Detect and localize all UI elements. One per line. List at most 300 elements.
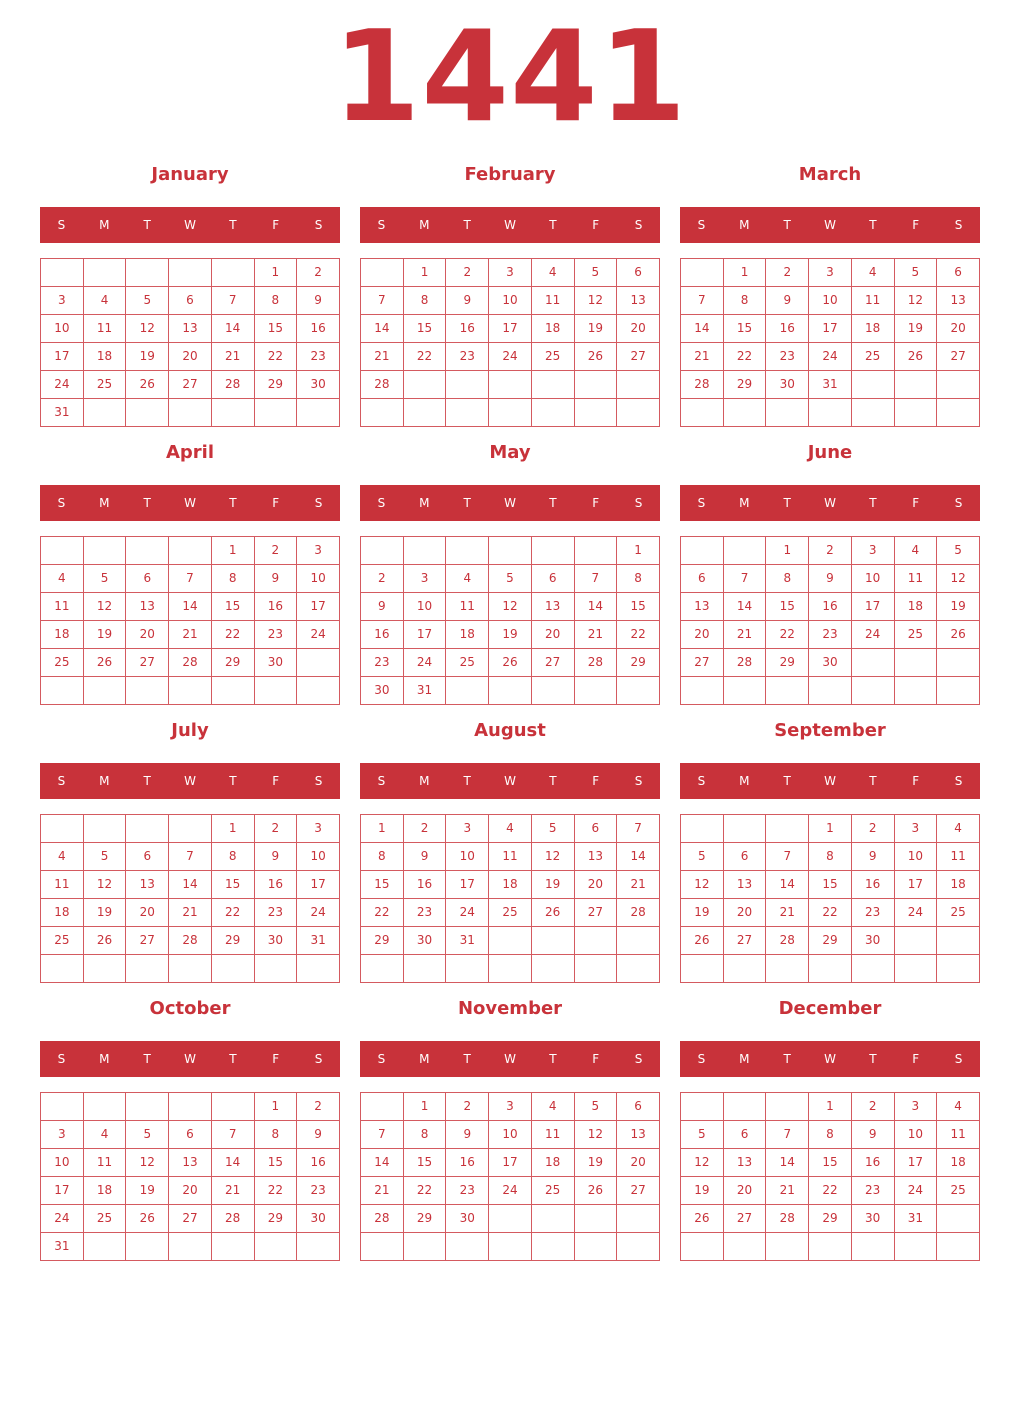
empty-day-cell: [83, 399, 126, 427]
weekday-label: T: [229, 774, 237, 788]
day-cell: 9: [361, 593, 404, 621]
week-row: [681, 815, 980, 843]
day-cell: 2: [297, 259, 340, 287]
day-cell: 2: [361, 565, 404, 593]
day-cell: 6: [681, 565, 724, 593]
day-cell: 3: [41, 287, 84, 315]
day-grid: [40, 814, 340, 983]
week-row: [41, 565, 340, 593]
day-cell: 17: [403, 621, 446, 649]
day-cell: 18: [446, 621, 489, 649]
empty-day-cell: [254, 399, 297, 427]
day-cell: 30: [254, 649, 297, 677]
day-cell: 9: [851, 843, 894, 871]
day-cell: 16: [403, 871, 446, 899]
weekday-label: S: [57, 1052, 66, 1066]
week-row: [361, 927, 660, 955]
day-cell: 13: [169, 315, 212, 343]
day-cell: 17: [851, 593, 894, 621]
weekday-label: S: [697, 774, 706, 788]
empty-day-cell: [489, 399, 532, 427]
day-cell: 9: [297, 287, 340, 315]
day-cell: 28: [211, 371, 254, 399]
day-cell: 7: [169, 843, 212, 871]
day-cell: 20: [126, 621, 169, 649]
week-row: [41, 371, 340, 399]
day-cell: 17: [894, 1149, 937, 1177]
day-cell: 10: [41, 1149, 84, 1177]
empty-day-cell: [211, 1093, 254, 1121]
day-cell: 2: [446, 1093, 489, 1121]
weekday-label: W: [184, 496, 196, 510]
day-cell: 3: [809, 259, 852, 287]
weekday-label: T: [869, 496, 877, 510]
day-cell: 5: [489, 565, 532, 593]
day-grid: [40, 536, 340, 705]
weekday-label: F: [272, 1052, 280, 1066]
week-row: [41, 287, 340, 315]
day-cell: 17: [894, 871, 937, 899]
day-cell: 23: [254, 899, 297, 927]
empty-day-cell: [681, 537, 724, 565]
day-cell: 20: [937, 315, 980, 343]
day-cell: 28: [574, 649, 617, 677]
empty-day-cell: [574, 927, 617, 955]
day-cell: 10: [489, 287, 532, 315]
day-cell: 8: [403, 1121, 446, 1149]
week-row: [41, 899, 340, 927]
day-cell: 18: [937, 871, 980, 899]
day-cell: 30: [297, 1205, 340, 1233]
day-cell: 26: [574, 343, 617, 371]
day-cell: 18: [937, 1149, 980, 1177]
day-cell: 15: [403, 1149, 446, 1177]
day-cell: 16: [297, 315, 340, 343]
week-row: [361, 371, 660, 399]
day-cell: 6: [574, 815, 617, 843]
empty-day-cell: [169, 677, 212, 705]
day-cell: 21: [211, 343, 254, 371]
day-cell: 28: [211, 1205, 254, 1233]
weekday-label: F: [912, 1052, 920, 1066]
week-row: [361, 649, 660, 677]
week-row: [41, 649, 340, 677]
day-cell: 27: [574, 899, 617, 927]
day-cell: 16: [851, 1149, 894, 1177]
day-cell: 14: [169, 871, 212, 899]
empty-day-cell: [254, 1233, 297, 1261]
empty-day-cell: [617, 677, 660, 705]
day-cell: 3: [894, 815, 937, 843]
weekday-label: S: [954, 1052, 963, 1066]
day-cell: 28: [617, 899, 660, 927]
day-cell: 11: [83, 1149, 126, 1177]
empty-day-cell: [574, 537, 617, 565]
weekday-label: W: [824, 774, 836, 788]
day-cell: 23: [403, 899, 446, 927]
day-cell: 11: [83, 315, 126, 343]
day-cell: 1: [723, 259, 766, 287]
weekday-label: T: [143, 774, 151, 788]
day-cell: 3: [403, 565, 446, 593]
empty-day-cell: [681, 955, 724, 983]
day-cell: 12: [574, 287, 617, 315]
empty-day-cell: [83, 1093, 126, 1121]
day-cell: 9: [851, 1121, 894, 1149]
day-cell: 13: [937, 287, 980, 315]
day-cell: 31: [894, 1205, 937, 1233]
empty-day-cell: [766, 815, 809, 843]
empty-day-cell: [126, 399, 169, 427]
empty-day-cell: [361, 259, 404, 287]
empty-day-cell: [937, 371, 980, 399]
weekday-label: S: [314, 496, 323, 510]
day-cell: 5: [681, 843, 724, 871]
day-cell: 8: [254, 287, 297, 315]
weekday-label: F: [912, 496, 920, 510]
day-cell: 9: [403, 843, 446, 871]
empty-day-cell: [894, 955, 937, 983]
empty-day-cell: [681, 677, 724, 705]
weekday-label: T: [143, 1052, 151, 1066]
day-cell: 18: [489, 871, 532, 899]
week-row: [681, 399, 980, 427]
day-cell: 8: [211, 565, 254, 593]
weekday-label: S: [697, 1052, 706, 1066]
day-cell: 13: [531, 593, 574, 621]
empty-day-cell: [851, 955, 894, 983]
empty-day-cell: [681, 399, 724, 427]
weekday-label: M: [99, 496, 110, 510]
day-cell: 15: [809, 871, 852, 899]
weekday-label: F: [912, 218, 920, 232]
day-cell: 18: [41, 899, 84, 927]
day-cell: 10: [894, 843, 937, 871]
empty-day-cell: [297, 649, 340, 677]
day-grid: [680, 1092, 980, 1261]
day-cell: 2: [297, 1093, 340, 1121]
day-cell: 8: [254, 1121, 297, 1149]
weekday-label: T: [229, 496, 237, 510]
day-cell: 18: [894, 593, 937, 621]
day-cell: 21: [723, 621, 766, 649]
day-cell: 6: [169, 287, 212, 315]
empty-day-cell: [574, 1205, 617, 1233]
day-cell: 28: [361, 1205, 404, 1233]
day-cell: 9: [254, 843, 297, 871]
weekday-label: S: [377, 496, 386, 510]
weekday-label: F: [592, 1052, 600, 1066]
day-cell: 10: [41, 315, 84, 343]
week-row: [41, 1093, 340, 1121]
day-cell: 25: [851, 343, 894, 371]
week-row: [41, 399, 340, 427]
weekday-label: S: [57, 774, 66, 788]
day-cell: 15: [211, 871, 254, 899]
day-cell: 28: [723, 649, 766, 677]
week-row: [41, 1177, 340, 1205]
day-cell: 6: [723, 1121, 766, 1149]
empty-day-cell: [681, 1233, 724, 1261]
day-cell: 8: [617, 565, 660, 593]
empty-day-cell: [617, 371, 660, 399]
day-cell: 26: [83, 927, 126, 955]
weekday-label: T: [869, 774, 877, 788]
day-cell: 31: [809, 371, 852, 399]
week-row: [681, 1149, 980, 1177]
weekday-label: T: [783, 774, 791, 788]
empty-day-cell: [531, 955, 574, 983]
week-row: [681, 259, 980, 287]
day-cell: 3: [41, 1121, 84, 1149]
day-cell: 15: [809, 1149, 852, 1177]
empty-day-cell: [723, 1233, 766, 1261]
empty-day-cell: [574, 399, 617, 427]
day-cell: 2: [446, 259, 489, 287]
week-row: [41, 1121, 340, 1149]
day-cell: 24: [446, 899, 489, 927]
week-row: [361, 843, 660, 871]
month-name: November: [457, 998, 563, 1019]
empty-day-cell: [211, 677, 254, 705]
weekday-label: F: [272, 496, 280, 510]
day-cell: 2: [851, 815, 894, 843]
week-row: [361, 1093, 660, 1121]
week-row: [361, 871, 660, 899]
empty-day-cell: [723, 399, 766, 427]
day-cell: 11: [41, 593, 84, 621]
weekday-label: M: [419, 774, 430, 788]
empty-day-cell: [41, 1093, 84, 1121]
day-cell: 24: [809, 343, 852, 371]
day-cell: 4: [531, 259, 574, 287]
day-cell: 24: [297, 621, 340, 649]
day-cell: 11: [489, 843, 532, 871]
weekday-label: T: [549, 496, 557, 510]
week-row: [361, 399, 660, 427]
day-cell: 11: [937, 843, 980, 871]
day-cell: 23: [297, 343, 340, 371]
day-cell: 18: [41, 621, 84, 649]
week-row: [41, 537, 340, 565]
day-cell: 14: [169, 593, 212, 621]
day-cell: 18: [851, 315, 894, 343]
day-cell: 27: [937, 343, 980, 371]
day-cell: 26: [681, 927, 724, 955]
empty-day-cell: [937, 1233, 980, 1261]
day-cell: 16: [766, 315, 809, 343]
day-cell: 21: [211, 1177, 254, 1205]
empty-day-cell: [169, 815, 212, 843]
day-cell: 20: [617, 1149, 660, 1177]
day-cell: 27: [126, 927, 169, 955]
day-cell: 16: [446, 1149, 489, 1177]
day-cell: 13: [723, 1149, 766, 1177]
week-row: [361, 1205, 660, 1233]
day-cell: 5: [574, 1093, 617, 1121]
empty-day-cell: [403, 371, 446, 399]
weekday-label: S: [314, 218, 323, 232]
day-cell: 14: [361, 315, 404, 343]
day-cell: 28: [169, 649, 212, 677]
day-cell: 26: [83, 649, 126, 677]
day-cell: 21: [361, 1177, 404, 1205]
weekday-header: [40, 207, 340, 243]
week-row: [41, 621, 340, 649]
day-cell: 16: [446, 315, 489, 343]
empty-day-cell: [937, 649, 980, 677]
week-row: [361, 343, 660, 371]
day-cell: 10: [489, 1121, 532, 1149]
day-cell: 4: [894, 537, 937, 565]
weekday-label: F: [272, 774, 280, 788]
empty-day-cell: [126, 537, 169, 565]
weekday-label: S: [57, 496, 66, 510]
weekday-header: [40, 485, 340, 521]
day-cell: 22: [211, 621, 254, 649]
week-row: [361, 955, 660, 983]
week-row: [361, 899, 660, 927]
day-cell: 17: [446, 871, 489, 899]
day-cell: 10: [851, 565, 894, 593]
day-cell: 8: [809, 843, 852, 871]
empty-day-cell: [83, 955, 126, 983]
empty-day-cell: [574, 1233, 617, 1261]
day-cell: 10: [446, 843, 489, 871]
week-row: [41, 843, 340, 871]
day-cell: 1: [361, 815, 404, 843]
day-cell: 13: [723, 871, 766, 899]
day-cell: 22: [403, 343, 446, 371]
day-cell: 19: [681, 1177, 724, 1205]
weekday-label: M: [99, 774, 110, 788]
day-cell: 3: [489, 1093, 532, 1121]
week-row: [361, 1177, 660, 1205]
month-name: March: [798, 164, 862, 185]
day-cell: 2: [254, 815, 297, 843]
week-row: [361, 287, 660, 315]
empty-day-cell: [766, 955, 809, 983]
month-name: August: [474, 720, 546, 741]
empty-day-cell: [446, 1233, 489, 1261]
day-cell: 15: [617, 593, 660, 621]
weekday-header: [360, 207, 660, 243]
empty-day-cell: [617, 399, 660, 427]
weekday-header: [680, 207, 980, 243]
empty-day-cell: [41, 537, 84, 565]
day-cell: 30: [766, 371, 809, 399]
day-cell: 15: [254, 1149, 297, 1177]
empty-day-cell: [446, 371, 489, 399]
week-row: [681, 287, 980, 315]
day-cell: 20: [723, 1177, 766, 1205]
week-row: [681, 677, 980, 705]
day-cell: 7: [211, 287, 254, 315]
day-cell: 6: [723, 843, 766, 871]
day-cell: 5: [531, 815, 574, 843]
day-cell: 6: [531, 565, 574, 593]
day-cell: 10: [809, 287, 852, 315]
day-cell: 14: [723, 593, 766, 621]
weekday-label: W: [824, 496, 836, 510]
weekday-label: F: [912, 774, 920, 788]
empty-day-cell: [894, 399, 937, 427]
weekday-label: T: [549, 774, 557, 788]
weekday-label: F: [592, 774, 600, 788]
day-cell: 12: [574, 1121, 617, 1149]
day-cell: 26: [937, 621, 980, 649]
day-cell: 14: [766, 871, 809, 899]
empty-day-cell: [211, 399, 254, 427]
day-cell: 11: [851, 287, 894, 315]
day-cell: 5: [83, 565, 126, 593]
empty-day-cell: [169, 537, 212, 565]
week-row: [41, 259, 340, 287]
day-cell: 22: [723, 343, 766, 371]
empty-day-cell: [766, 677, 809, 705]
weekday-label: T: [463, 774, 471, 788]
weekday-header: [680, 1041, 980, 1077]
day-cell: 15: [254, 315, 297, 343]
day-cell: 29: [211, 927, 254, 955]
day-cell: 17: [809, 315, 852, 343]
day-cell: 21: [681, 343, 724, 371]
day-cell: 12: [681, 871, 724, 899]
weekday-label: S: [377, 774, 386, 788]
day-cell: 28: [766, 1205, 809, 1233]
empty-day-cell: [489, 927, 532, 955]
empty-day-cell: [723, 815, 766, 843]
weekday-label: M: [739, 496, 750, 510]
day-cell: 22: [211, 899, 254, 927]
day-cell: 22: [403, 1177, 446, 1205]
weekday-label: F: [592, 496, 600, 510]
day-cell: 23: [851, 1177, 894, 1205]
day-cell: 19: [126, 1177, 169, 1205]
day-cell: 2: [403, 815, 446, 843]
day-cell: 19: [894, 315, 937, 343]
day-cell: 21: [766, 899, 809, 927]
day-cell: 24: [489, 343, 532, 371]
day-cell: 11: [446, 593, 489, 621]
day-cell: 7: [361, 287, 404, 315]
day-cell: 4: [937, 815, 980, 843]
empty-day-cell: [531, 1233, 574, 1261]
week-row: [41, 871, 340, 899]
day-cell: 30: [361, 677, 404, 705]
day-cell: 9: [809, 565, 852, 593]
week-row: [681, 593, 980, 621]
weekday-label: T: [143, 218, 151, 232]
empty-day-cell: [894, 371, 937, 399]
empty-day-cell: [211, 259, 254, 287]
day-cell: 12: [83, 871, 126, 899]
day-cell: 11: [531, 1121, 574, 1149]
day-cell: 24: [894, 1177, 937, 1205]
weekday-label: W: [184, 774, 196, 788]
week-row: [681, 621, 980, 649]
day-cell: 14: [211, 315, 254, 343]
day-cell: 10: [894, 1121, 937, 1149]
day-grid: [360, 1092, 660, 1261]
day-cell: 16: [361, 621, 404, 649]
week-row: [41, 955, 340, 983]
day-cell: 30: [297, 371, 340, 399]
week-row: [41, 927, 340, 955]
day-cell: 25: [446, 649, 489, 677]
weekday-label: S: [377, 218, 386, 232]
weekday-header: [360, 1041, 660, 1077]
